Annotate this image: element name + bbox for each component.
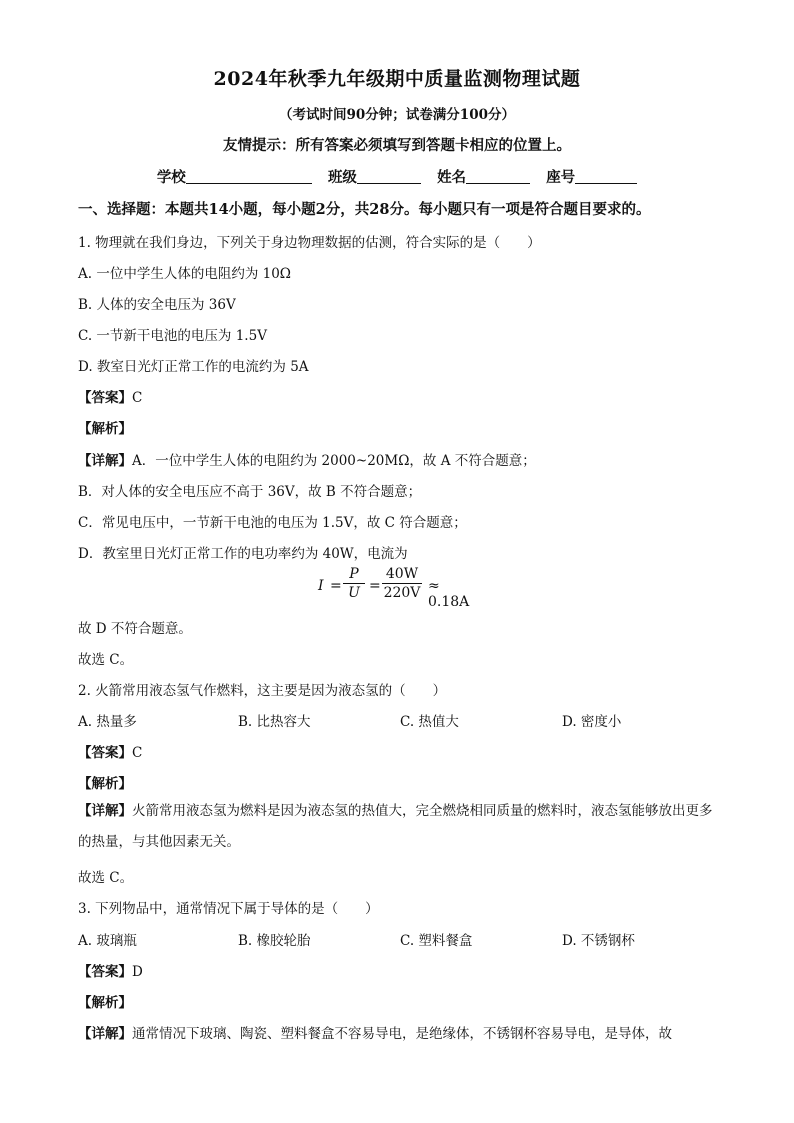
formula-result: ≈ 0.18A [428, 578, 470, 610]
q1-conclusion: 故 D 不符合题意。 [78, 621, 192, 637]
q2-option-c: C. 热值大 [400, 714, 459, 730]
formula-fraction-pu [343, 566, 365, 601]
formula-denominator-u: U [348, 585, 360, 601]
q3-option-b: B. 橡胶轮胎 [238, 933, 311, 949]
formula-numerator-p: P [343, 566, 365, 584]
school-blank [186, 169, 312, 184]
detail-text: A．一位中学生人体的电阻约为 2000~20MΩ，故 A 不符合题意； [132, 453, 536, 469]
name-label: 姓名 [437, 169, 467, 186]
detail-text: 火箭常用液态氢为燃料是因为液态氢的热值大，完全燃烧相同质量的燃料时，液态氢能够放出更多的热量，与其他因素无关。 [78, 803, 713, 850]
seat-label: 座号 [546, 169, 576, 186]
q2-option-b: B. 比热容大 [238, 714, 311, 730]
detail-text: 通常情况下玻璃、陶瓷、塑料餐盒不容易导电，是绝缘体，不锈钢杯容易导电，是导体，故 [132, 1026, 672, 1042]
q3-stem: 3. 下列物品中，通常情况下属于导体的是（ ） [78, 901, 379, 917]
q2-analysis-tag: 【解析】 [78, 776, 132, 792]
q1-stem: 1. 物理就在我们身边，下列关于身边物理数据的估测，符合实际的是（ ） [78, 235, 541, 251]
q1-option-c: C. 一节新干电池的电压为 1.5V [78, 328, 267, 344]
q3-option-c: C. 塑料餐盒 [400, 933, 473, 949]
q2-answer [78, 741, 142, 761]
page-title: 2024年秋季九年级期中质量监测物理试题 [213, 68, 581, 90]
q1-option-a: A. 一位中学生人体的电阻约为 10Ω [78, 266, 291, 282]
answer-tag: 【答案】 [78, 745, 132, 761]
answer-tag: 【答案】 [78, 964, 132, 980]
seat-blank [575, 169, 637, 184]
answer-value: D [132, 964, 143, 980]
class-label: 班级 [327, 169, 357, 186]
q2-option-a: A. 热量多 [78, 714, 137, 730]
q1-detail-d: D．教室里日光灯正常工作的电功率约为 40W，电流为 [78, 546, 408, 562]
q3-option-d: D. 不锈钢杯 [562, 933, 635, 949]
q1-detail-a [78, 449, 536, 469]
formula-fraction-values [382, 566, 422, 601]
q3-analysis-tag: 【解析】 [78, 995, 132, 1011]
answer-tag: 【答案】 [78, 390, 132, 406]
answer-value: C [132, 390, 143, 406]
detail-tag: 【详解】 [78, 453, 132, 469]
q3-option-a: A. 玻璃瓶 [78, 933, 137, 949]
exam-info: （考试时间90分钟；试卷满分100分） [279, 107, 515, 123]
answer-value: C [132, 745, 143, 761]
q1-detail-b: B．对人体的安全电压应不高于 36V，故 B 不符合题意； [78, 484, 422, 500]
friendly-tip: 友情提示：所有答案必须填写到答题卡相应的位置上。 [223, 137, 571, 154]
q1-choose: 故选 C。 [78, 652, 134, 668]
q2-option-d: D. 密度小 [562, 714, 622, 730]
student-info-fields [0, 166, 794, 187]
q3-detail [78, 1022, 672, 1042]
q3-answer [78, 960, 143, 980]
formula-lhs: I [318, 578, 324, 594]
q1-analysis-tag: 【解析】 [78, 421, 132, 437]
detail-tag: 【详解】 [78, 1026, 132, 1042]
q1-answer [78, 386, 142, 406]
formula-numerator-power: 40W [382, 566, 422, 584]
q1-detail-c: C．常见电压中，一节新干电池的电压为 1.5V，故 C 符合题意； [78, 515, 467, 531]
q2-choose: 故选 C。 [78, 870, 134, 886]
formula-equals-2: = [369, 578, 381, 594]
detail-tag: 【详解】 [78, 803, 132, 819]
section-title: 一、选择题：本题共14小题，每小题2分，共28分。每小题只有一项是符合题目要求的。 [78, 201, 651, 218]
q2-stem: 2. 火箭常用液态氢气作燃料，这主要是因为液态氢的（ ） [78, 683, 447, 699]
q2-detail [78, 796, 718, 858]
school-label: 学校 [156, 169, 186, 186]
formula-denominator-voltage: 220V [383, 585, 421, 601]
name-blank [466, 169, 530, 184]
q1-option-d: D. 教室日光灯正常工作的电流约为 5A [78, 359, 309, 375]
formula-equals-1: = [330, 578, 342, 594]
class-blank [357, 169, 421, 184]
q1-option-b: B. 人体的安全电压为 36V [78, 297, 236, 313]
